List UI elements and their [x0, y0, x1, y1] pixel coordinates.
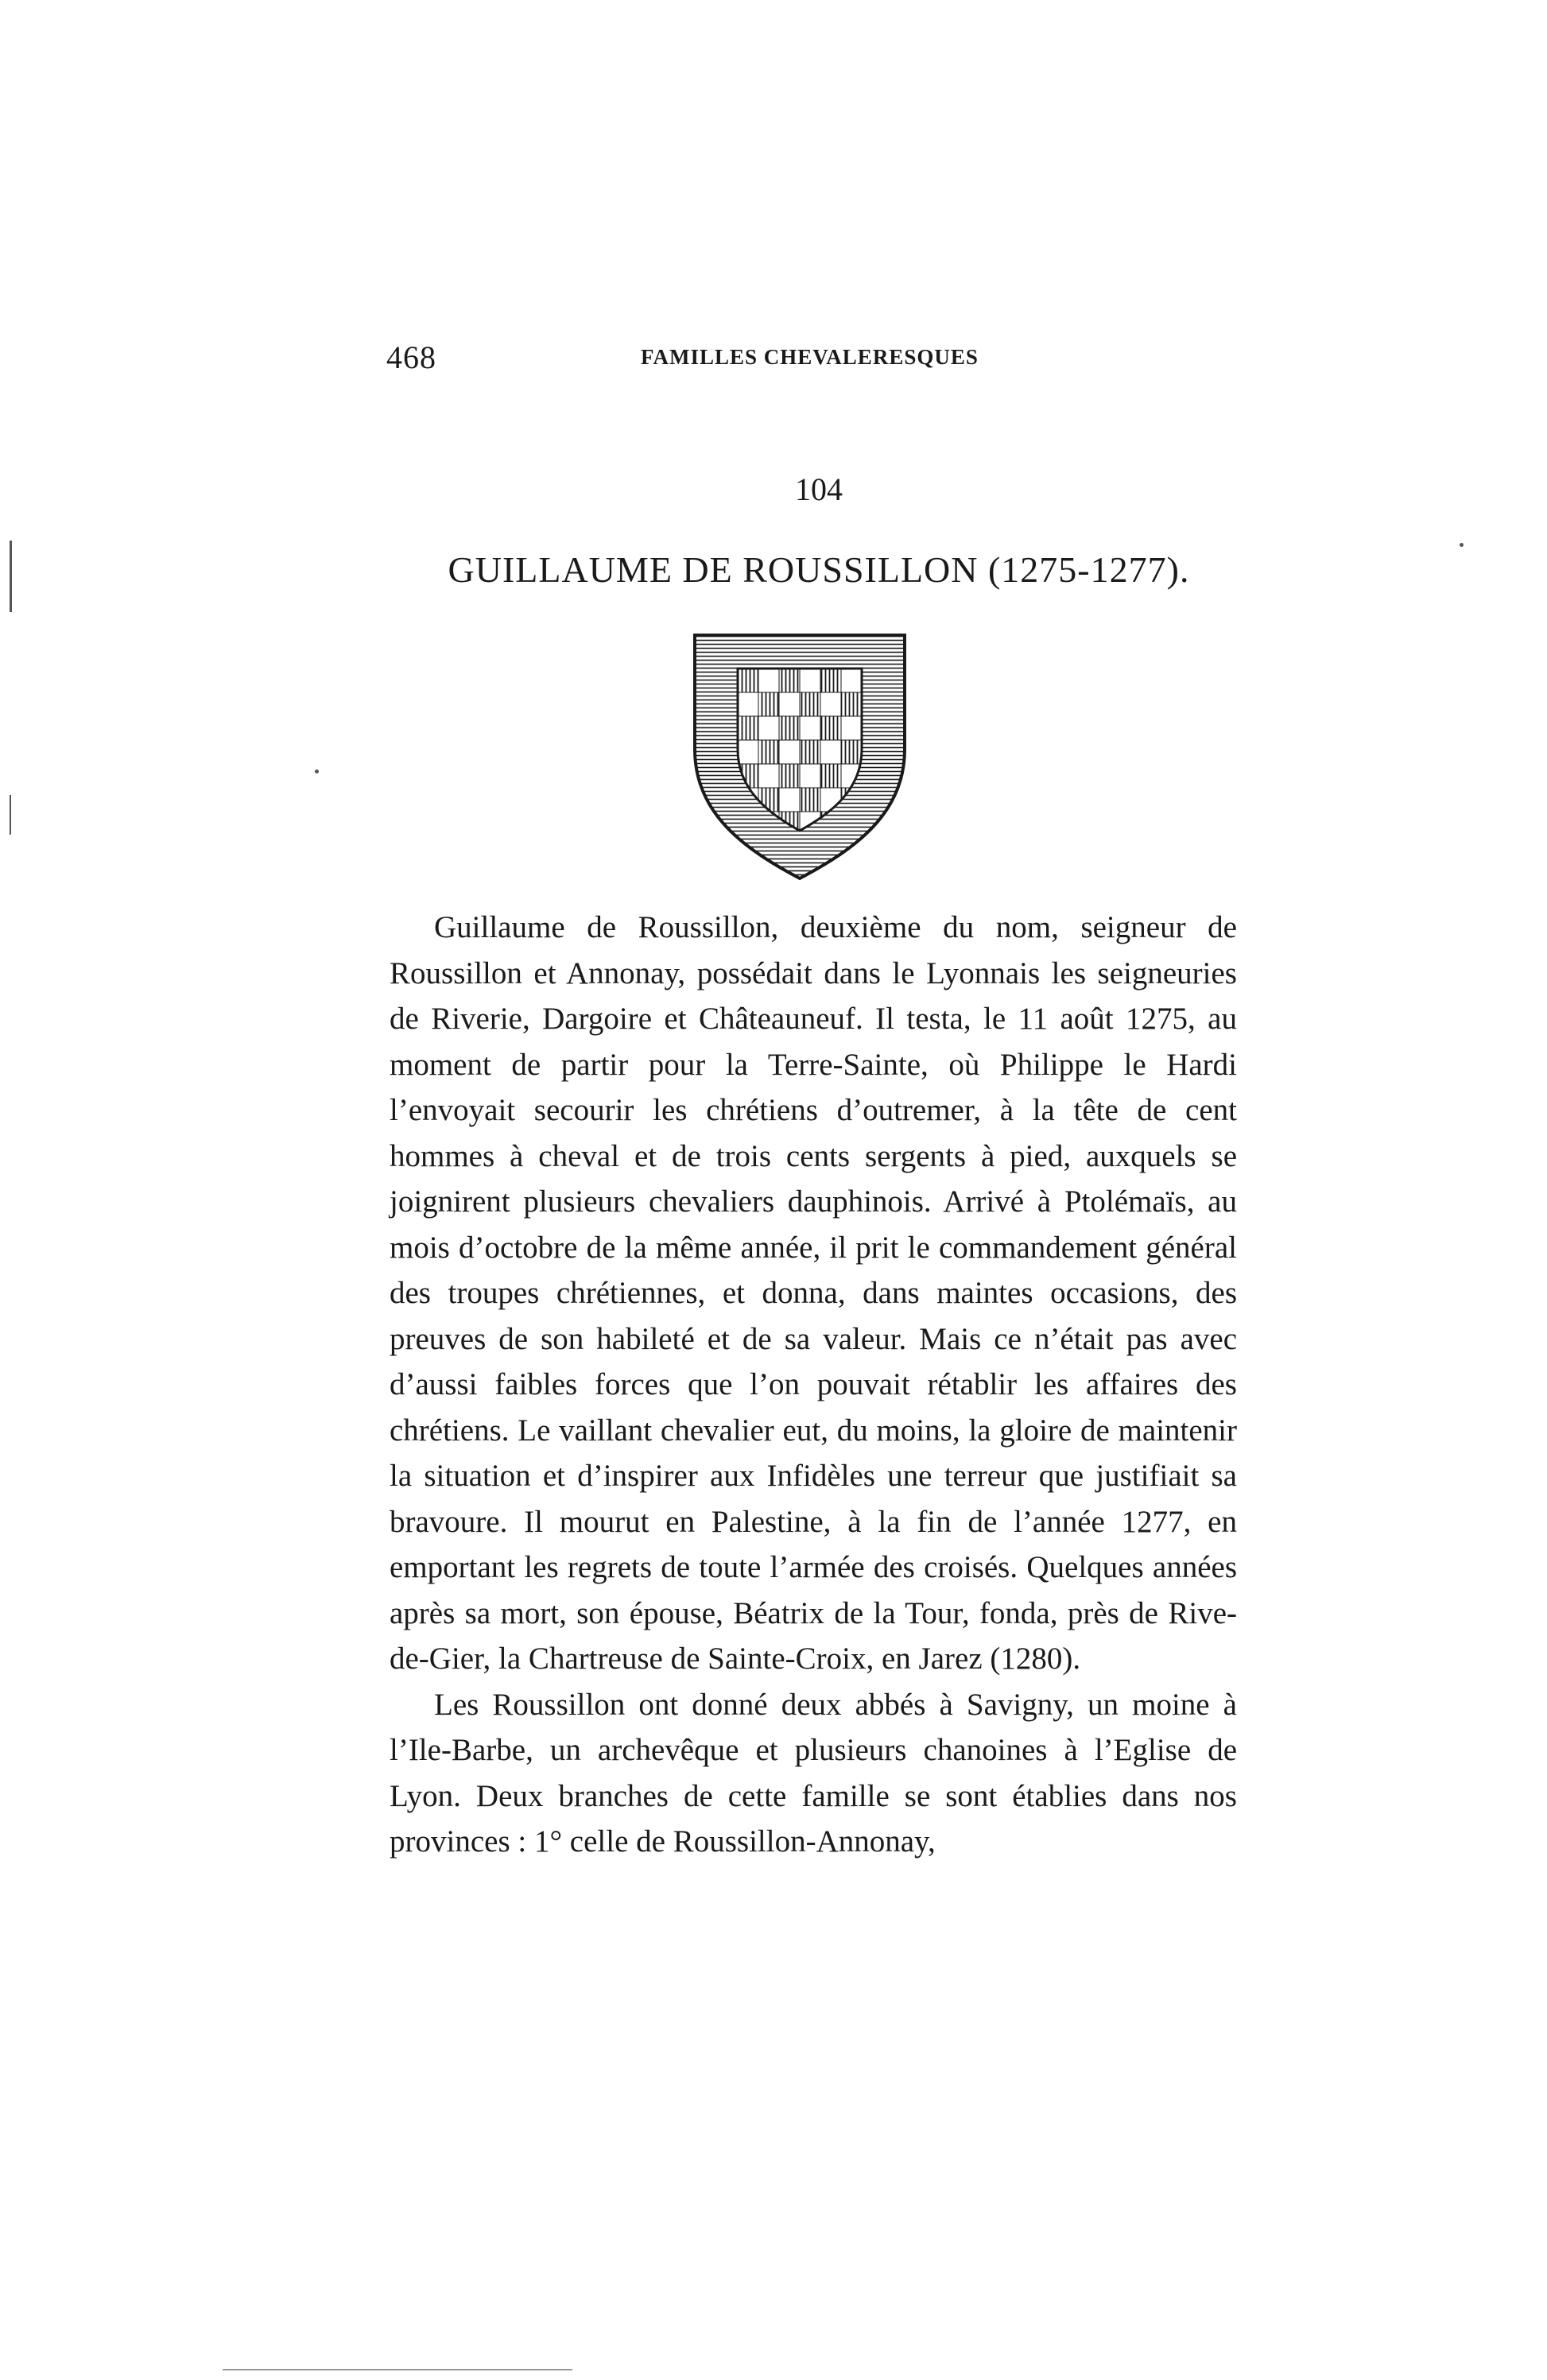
checky-square [800, 716, 820, 740]
checky-square [779, 764, 800, 788]
checky-square [800, 669, 820, 692]
checky-square [738, 716, 758, 740]
checky-square [800, 740, 820, 764]
entry-title: GUILLAUME DE ROUSSILLON (1275-1277). [448, 549, 1190, 590]
checky-square [800, 764, 820, 788]
paragraph-1: Guillaume de Roussillon, deuxième du nom, seigneur de Roussillon et Annonay, possédait dans le Lyonnais les seigneuries de Riverie, Dargoire et Châteauneuf. Il testa, le 11 août 1275, au moment de partir pour la Terre-Sainte, où Philippe le Hardi l’envoyait secourir les chrétiens d’outremer, à la tête de cent hommes à cheval et de trois cents sergents à pied, auxquels se joignirent plusieurs chevaliers dauphinois. Arrivé à Ptolémaïs, au mois d’octobre de la même année, il prit le commandement général des troupes chrétiennes, et donna, dans maintes occasions, des preuves de son habileté et de sa valeur. Mais ce n’était pas avec d’aussi faibles forces que l’on pouvait rétablir les affaires des chrétiens. Le vaillant chevalier eut, du moins, la gloire de maintenir la situation et d’inspirer aux Infidèles une terreur que justifiait sa bravoure. Il mourut en Palestine, à la fin de l’année 1277, en emportant les regrets de toute l’armée des croisés. Quelques années après sa mort, son épouse, Béatrix de la Tour, fonda, près de Rive-de-Gier, la Chartreuse de Sainte-Croix, en Jarez (1280). [390, 910, 1237, 1676]
checky-square [820, 716, 841, 740]
page-dot [1460, 543, 1464, 547]
entry-number: 104 [795, 471, 843, 507]
checky-square [738, 740, 758, 764]
checky-square [820, 692, 841, 716]
margin-mark [10, 541, 12, 612]
checky-square [820, 669, 841, 692]
checky-square [841, 669, 862, 692]
checky-square [800, 692, 820, 716]
checky-square [779, 669, 800, 692]
checky-square [758, 716, 779, 740]
checky-square [758, 692, 779, 716]
checky-square [820, 740, 841, 764]
checky-square [820, 764, 841, 788]
checky-square [758, 740, 779, 764]
running-head [386, 339, 1237, 377]
heraldic-shield-checky-icon [688, 630, 911, 883]
checky-square [841, 716, 862, 740]
checky-square [779, 692, 800, 716]
checky-square [758, 764, 779, 788]
checky-square [758, 669, 779, 692]
checky-square [841, 692, 862, 716]
page-number: 468 [386, 339, 436, 375]
margin-mark [10, 795, 11, 835]
checky-square [800, 788, 820, 812]
checky-square [841, 740, 862, 764]
bottom-rule [223, 2369, 572, 2370]
body-text [390, 905, 1237, 1865]
checky-square [738, 692, 758, 716]
paragraph-2: Les Roussillon ont donné deux abbés à Savigny, un moine à l’Ile-Barbe, un archevêque et plusieurs chanoines à l’Eglise de Lyon. Deux branches de cette famille se sont établies dans nos provinces : 1° celle de Roussillon-Annonay, [390, 1687, 1237, 1859]
checky-square [738, 669, 758, 692]
checky-square [779, 716, 800, 740]
checky-square [779, 788, 800, 812]
running-title: FAMILLES CHEVALERESQUES [641, 345, 979, 369]
checky-square [779, 740, 800, 764]
page-dot [315, 769, 319, 773]
